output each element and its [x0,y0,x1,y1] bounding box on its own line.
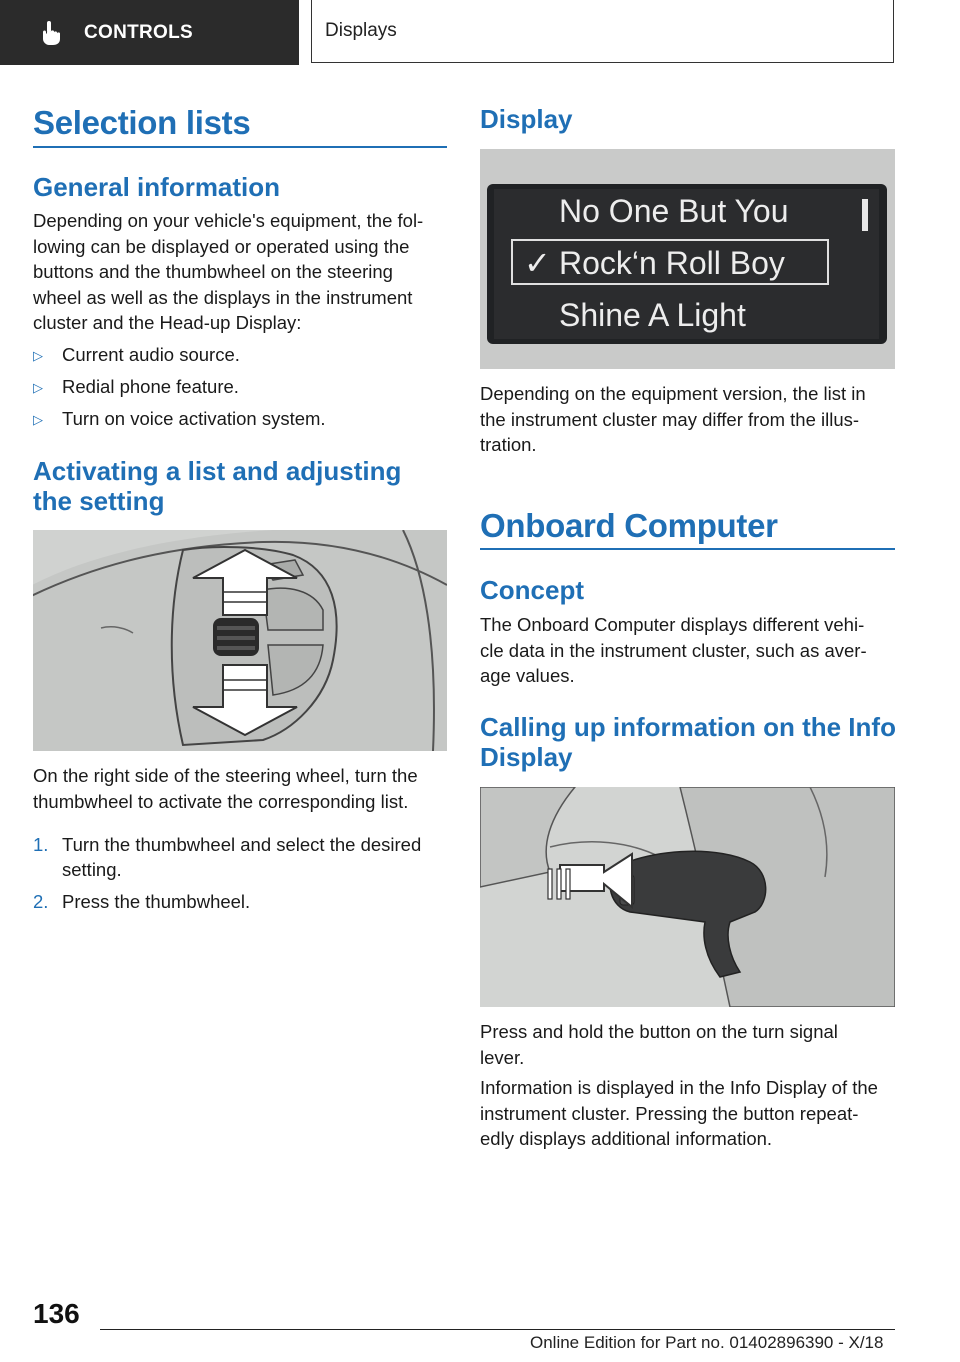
triangle-bullet-icon: ▷ [33,380,43,395]
triangle-bullet-icon: ▷ [33,348,43,363]
topic-box [311,0,894,63]
section-label: CONTROLS [84,21,194,43]
bullet-item: ▷ Turn on voice activation system. [33,406,447,431]
calling-text-2: Information is displayed in the Info Display of the instrument cluster. Pressing the button repeat- edly displays additional information. [480,1077,878,1149]
topic-label: Displays [325,20,397,41]
bullet-item: ▷ Redial phone feature. [33,374,447,399]
onboard-rule [480,548,895,550]
general-heading: General information [33,172,281,202]
concept-heading: Concept [480,575,584,605]
display-list-illustration [480,149,895,369]
footer-rule [100,1329,895,1330]
general-text: Depending on your vehicle's equipment, the fol- lowing can be displayed or operated using the buttons and the thumbwheel on the steering wheel as well as the displays in the instrument cluster and the Head-up Display: [33,210,424,333]
display-heading: Display [480,104,573,134]
bullet-item: ▷ Current audio source. [33,342,447,367]
activate-text: On the right side of the steering wheel, turn the thumbwheel to activate the corresponding list. [33,765,418,812]
scrollbar-indicator [862,199,868,231]
checkmark-icon: ✓ [524,245,551,281]
triangle-bullet-icon: ▷ [33,412,43,427]
display-list-item: Shine A Light [559,297,746,333]
turn-signal-lever-illustration [480,787,895,1007]
section-tab [0,0,299,65]
calling-text-1: Press and hold the button on the turn signal lever. [480,1021,838,1068]
footer-edition: Online Edition for Part no. 01402896390 - X/18 [530,1333,884,1352]
display-text: Depending on the equipment version, the list in the instrument cluster may differ from the illus- tration. [480,383,866,455]
title-rule [33,146,447,148]
calling-heading: Calling up information on the Info Display [480,712,896,772]
onboard-title: Onboard Computer [480,507,778,544]
pointing-hand-icon [38,20,64,46]
steering-wheel-illustration [33,530,447,751]
page-title: Selection lists [33,104,251,141]
page-number: 136 [33,1298,80,1329]
step-item: 2. Press the thumbwheel. [33,891,251,912]
activate-heading: Activating a list and adjusting the setting [33,456,402,516]
step-item: 1. Turn the thumbwheel and select the desired setting. [33,834,422,880]
display-list-item: No One But You [559,193,789,229]
display-list-item-selected: Rock‘n Roll Boy [559,245,785,281]
concept-text: The Onboard Computer displays different vehi- cle data in the instrument cluster, such as aver- age values. [480,614,867,686]
